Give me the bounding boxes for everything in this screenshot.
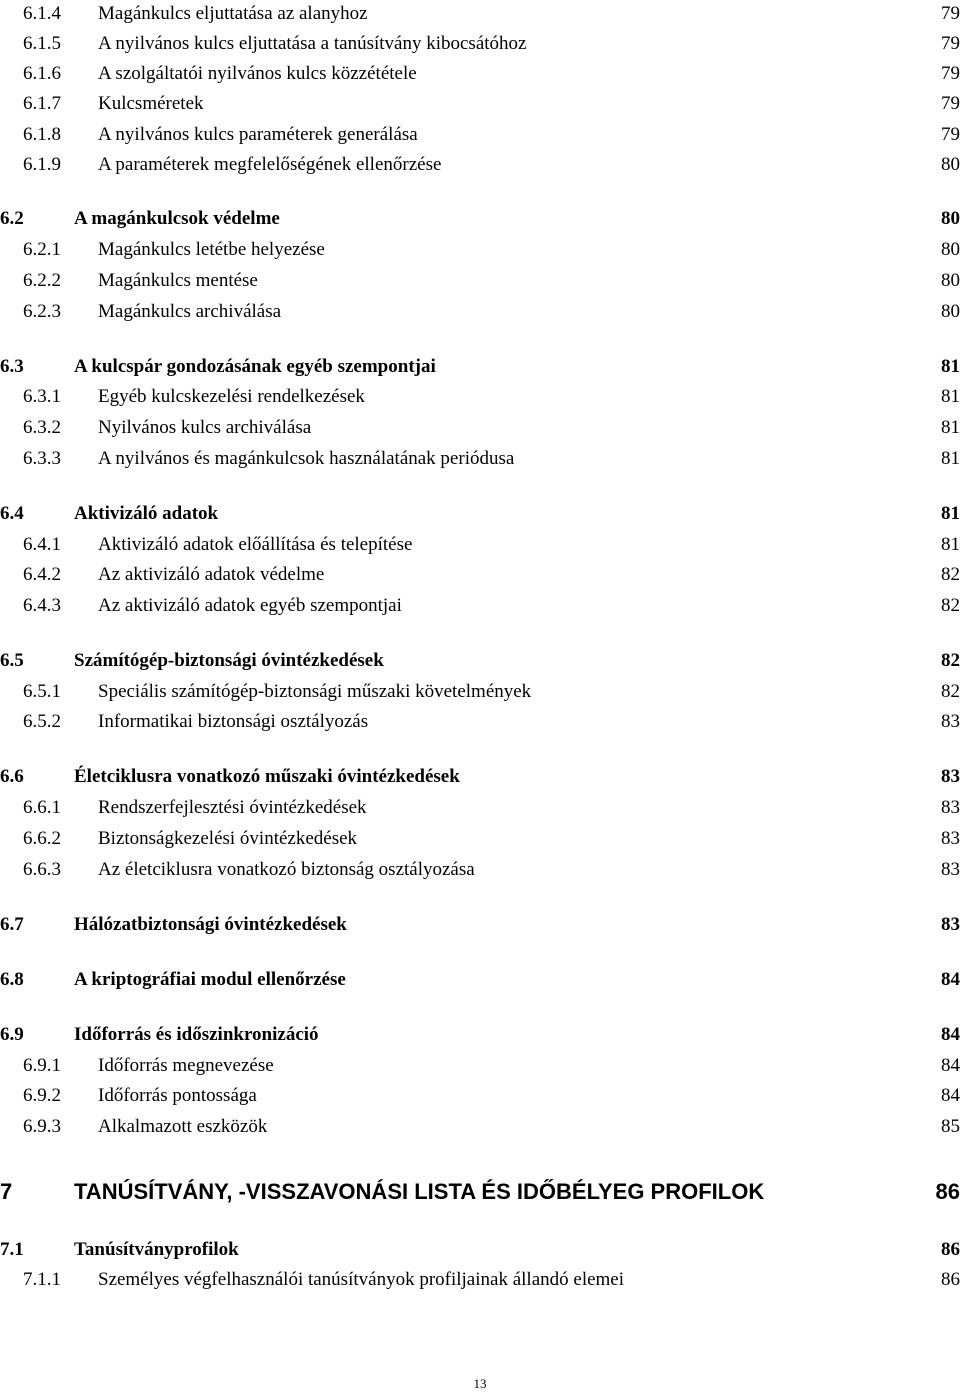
toc-entry[interactable] (0, 236, 960, 264)
section-number: 6.4.1 (23, 534, 61, 555)
toc-entry[interactable] (0, 825, 960, 853)
section-title: Időforrás és időszinkronizáció (74, 1024, 319, 1045)
page-number: 84 (941, 1055, 960, 1076)
page-number: 86 (941, 1239, 960, 1260)
section-number: 6.1.4 (23, 3, 61, 24)
section-number: 6.2.2 (23, 270, 61, 291)
toc-entry[interactable] (0, 90, 960, 118)
page-number: 82 (941, 564, 960, 585)
section-title: Számítógép-biztonsági óvintézkedések (74, 650, 384, 671)
section-title: A szolgáltatói nyilvános kulcs közzététele (98, 63, 417, 84)
section-number: 6.1.7 (23, 93, 61, 114)
toc-section-entry[interactable] (0, 966, 960, 994)
page-number: 81 (941, 534, 960, 555)
toc-section-entry[interactable] (0, 205, 960, 233)
section-title: Egyéb kulcskezelési rendelkezések (98, 386, 365, 407)
page-number: 86 (935, 1179, 960, 1204)
section-number: 6.6.2 (23, 828, 61, 849)
toc-section-entry[interactable] (0, 1021, 960, 1049)
section-title: Biztonságkezelési óvintézkedések (98, 828, 358, 849)
page-number: 83 (941, 828, 960, 849)
toc-entry[interactable] (0, 445, 960, 473)
page-footer-number: 13 (473, 1376, 487, 1391)
toc-entry[interactable] (0, 678, 960, 706)
toc-entry[interactable] (0, 151, 960, 179)
section-title: Nyilvános kulcs archiválása (98, 417, 312, 438)
toc-section-entry[interactable] (0, 647, 960, 675)
section-title: Hálózatbiztonsági óvintézkedések (74, 914, 347, 935)
section-number: 6.2 (0, 208, 24, 229)
toc-section-entry[interactable] (0, 763, 960, 791)
toc-entry[interactable] (0, 1082, 960, 1110)
page-number: 79 (941, 3, 960, 24)
chapter-number: 7 (0, 1179, 13, 1204)
section-number: 6.2.3 (23, 301, 61, 322)
section-title: A kulcspár gondozásának egyéb szempontjai (74, 356, 436, 377)
page-number: 80 (941, 208, 960, 229)
page-number: 79 (941, 124, 960, 145)
toc-entry[interactable] (0, 1266, 960, 1294)
section-number: 6.4 (0, 503, 24, 524)
page-number: 83 (941, 859, 960, 880)
page-number: 83 (941, 914, 960, 935)
section-number: 6.3.3 (23, 448, 61, 469)
toc-entry[interactable] (0, 592, 960, 620)
section-number: 6.4.3 (23, 595, 61, 616)
toc-entry[interactable] (0, 708, 960, 736)
toc-section-entry[interactable] (0, 911, 960, 939)
section-title: A nyilvános kulcs paraméterek generálása (98, 124, 418, 145)
toc-entry[interactable] (0, 60, 960, 88)
page-number: 80 (941, 301, 960, 322)
section-title: Aktivizáló adatok (74, 503, 219, 524)
section-title: Speciális számítógép-biztonsági műszaki követelmények (98, 681, 532, 702)
section-number: 6.3 (0, 356, 24, 377)
section-number: 6.1.8 (23, 124, 61, 145)
section-title: A kriptográfiai modul ellenőrzése (74, 969, 346, 990)
page-number: 79 (941, 33, 960, 54)
toc-entry[interactable] (0, 561, 960, 589)
section-title: Időforrás pontossága (98, 1085, 257, 1106)
page-number: 84 (941, 969, 960, 990)
section-number: 6.9.2 (23, 1085, 61, 1106)
page-number: 83 (941, 766, 960, 787)
section-title: A nyilvános és magánkulcsok használatának periódusa (98, 448, 515, 469)
section-title: Magánkulcs mentése (98, 270, 258, 291)
toc-section-entry[interactable] (0, 500, 960, 528)
page-number: 83 (941, 797, 960, 818)
page-number: 81 (941, 448, 960, 469)
page-number: 81 (941, 356, 960, 377)
toc-entry[interactable] (0, 383, 960, 411)
section-title: Az aktivizáló adatok egyéb szempontjai (98, 595, 402, 616)
section-number: 6.5.1 (23, 681, 61, 702)
section-title: Az életciklusra vonatkozó biztonság osztályozása (98, 859, 475, 880)
toc-entry[interactable] (0, 267, 960, 295)
toc-entry[interactable] (0, 531, 960, 559)
section-title: Magánkulcs letétbe helyezése (98, 239, 325, 260)
toc-entry[interactable] (0, 0, 960, 28)
section-title: Kulcsméretek (98, 93, 204, 114)
section-number: 7.1 (0, 1239, 24, 1260)
section-title: Személyes végfelhasználói tanúsítványok profiljainak állandó elemei (98, 1269, 625, 1290)
page-number: 79 (941, 63, 960, 84)
section-number: 6.2.1 (23, 239, 61, 260)
page-number: 82 (941, 681, 960, 702)
section-title: A paraméterek megfelelőségének ellenőrzése (98, 154, 442, 175)
toc-section-entry[interactable] (0, 1236, 960, 1264)
section-number: 7.1.1 (23, 1269, 61, 1290)
toc-entry[interactable] (0, 794, 960, 822)
section-number: 6.5 (0, 650, 24, 671)
section-number: 6.1.6 (23, 63, 61, 84)
page-number: 81 (941, 503, 960, 524)
section-number: 6.1.5 (23, 33, 61, 54)
page-number: 84 (941, 1024, 960, 1045)
section-title: Rendszerfejlesztési óvintézkedések (98, 797, 367, 818)
page-number: 82 (941, 595, 960, 616)
section-number: 6.5.2 (23, 711, 61, 732)
page-number: 80 (941, 270, 960, 291)
section-number: 6.4.2 (23, 564, 61, 585)
page-number: 84 (941, 1085, 960, 1106)
section-title: Alkalmazott eszközök (98, 1116, 268, 1137)
section-title: Életciklusra vonatkozó műszaki óvintézkedések (74, 766, 460, 787)
toc-entry[interactable] (0, 856, 960, 884)
toc-chapter-entry[interactable] (0, 1176, 960, 1208)
toc-entry[interactable] (0, 1113, 960, 1141)
section-title: Informatikai biztonsági osztályozás (98, 711, 369, 732)
section-number: 6.8 (0, 969, 24, 990)
section-number: 6.6 (0, 766, 24, 787)
section-title: A nyilvános kulcs eljuttatása a tanúsítvány kibocsátóhoz (98, 33, 527, 54)
section-number: 6.7 (0, 914, 24, 935)
section-number: 6.3.2 (23, 417, 61, 438)
page-number: 85 (941, 1116, 960, 1137)
toc-entry[interactable] (0, 298, 960, 326)
section-title: Magánkulcs archiválása (98, 301, 282, 322)
page-number: 81 (941, 417, 960, 438)
section-number: 6.9 (0, 1024, 24, 1045)
section-title: Magánkulcs eljuttatása az alanyhoz (98, 3, 368, 24)
section-title: Időforrás megnevezése (98, 1055, 274, 1076)
page-number: 82 (941, 650, 960, 671)
page-number: 86 (941, 1269, 960, 1290)
section-number: 6.6.1 (23, 797, 61, 818)
page-number: 80 (941, 154, 960, 175)
toc-entry[interactable] (0, 414, 960, 442)
toc-entry[interactable] (0, 30, 960, 58)
page-number: 81 (941, 386, 960, 407)
section-number: 6.9.3 (23, 1116, 61, 1137)
toc-entry[interactable] (0, 121, 960, 149)
chapter-title: TANÚSÍTVÁNY, -VISSZAVONÁSI LISTA ÉS IDŐBÉLYEG PROFILOK (74, 1179, 765, 1204)
page-number: 80 (941, 239, 960, 260)
section-title: Aktivizáló adatok előállítása és telepítése (98, 534, 413, 555)
page-number: 83 (941, 711, 960, 732)
section-number: 6.9.1 (23, 1055, 61, 1076)
section-title: Az aktivizáló adatok védelme (98, 564, 325, 585)
section-number: 6.1.9 (23, 154, 61, 175)
section-title: A magánkulcsok védelme (74, 208, 280, 229)
toc-section-entry[interactable] (0, 353, 960, 381)
section-title: Tanúsítványprofilok (74, 1239, 239, 1260)
toc-entry[interactable] (0, 1052, 960, 1080)
page-number: 79 (941, 93, 960, 114)
section-number: 6.3.1 (23, 386, 61, 407)
section-number: 6.6.3 (23, 859, 61, 880)
